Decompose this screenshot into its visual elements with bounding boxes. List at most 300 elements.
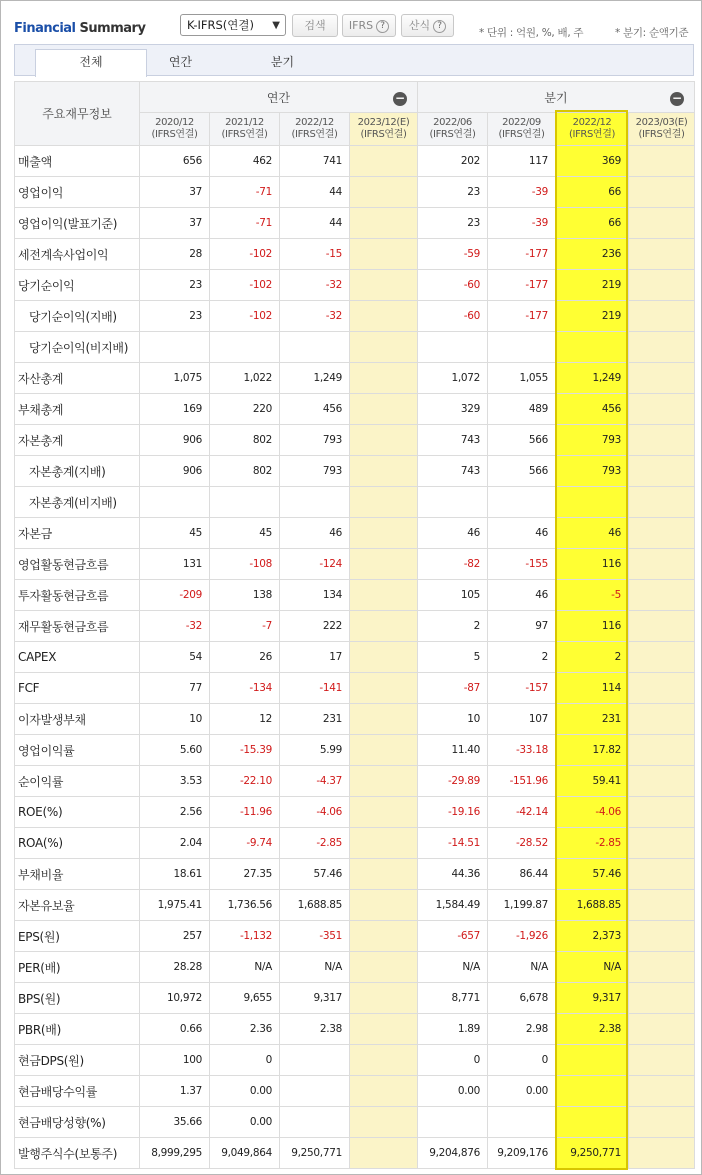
row-label: 세전계속사업이익 bbox=[15, 239, 140, 270]
table-cell: 656 bbox=[140, 146, 210, 177]
column-period: 2022/09 bbox=[502, 117, 541, 128]
table-cell: -19.16 bbox=[418, 797, 488, 828]
table-cell: -71 bbox=[210, 177, 280, 208]
table-cell: 10,972 bbox=[140, 983, 210, 1014]
column-header bbox=[629, 113, 695, 146]
table-cell bbox=[629, 952, 695, 983]
search-button[interactable]: 검색 bbox=[292, 14, 338, 37]
table-cell: 46 bbox=[488, 580, 556, 611]
table-cell: 10 bbox=[140, 704, 210, 735]
accounting-standard-select[interactable] bbox=[180, 14, 286, 36]
table-cell bbox=[629, 828, 695, 859]
table-cell bbox=[350, 394, 418, 425]
table-cell: -9.74 bbox=[210, 828, 280, 859]
table-cell bbox=[350, 580, 418, 611]
table-cell: -102 bbox=[210, 301, 280, 332]
table-row bbox=[15, 1138, 695, 1169]
table-cell: 220 bbox=[210, 394, 280, 425]
table-cell: 57.46 bbox=[556, 859, 629, 890]
table-cell bbox=[418, 332, 488, 363]
table-row bbox=[15, 890, 695, 921]
table-cell: 741 bbox=[280, 146, 350, 177]
table-cell: 5 bbox=[418, 642, 488, 673]
table-cell: -28.52 bbox=[488, 828, 556, 859]
table-row bbox=[15, 146, 695, 177]
table-cell bbox=[418, 487, 488, 518]
table-cell: 802 bbox=[210, 425, 280, 456]
table-cell: 107 bbox=[488, 704, 556, 735]
table-row bbox=[15, 673, 695, 704]
table-cell: -39 bbox=[488, 208, 556, 239]
table-cell: 2.38 bbox=[280, 1014, 350, 1045]
help-icon: ? bbox=[376, 20, 389, 33]
table-row bbox=[15, 518, 695, 549]
table-cell bbox=[350, 1014, 418, 1045]
table-cell: 1,199.87 bbox=[488, 890, 556, 921]
table-cell: 66 bbox=[556, 177, 629, 208]
table-cell: -15 bbox=[280, 239, 350, 270]
table-cell: 1.37 bbox=[140, 1076, 210, 1107]
table-cell bbox=[629, 1076, 695, 1107]
row-label: 부채비율 bbox=[15, 859, 140, 890]
table-cell bbox=[556, 487, 629, 518]
table-cell: 0 bbox=[418, 1045, 488, 1076]
table-cell: N/A bbox=[556, 952, 629, 983]
table-cell: 9,250,771 bbox=[556, 1138, 629, 1169]
table-row bbox=[15, 952, 695, 983]
toolbar bbox=[1, 1, 701, 45]
table-cell: 3.53 bbox=[140, 766, 210, 797]
table-cell: 100 bbox=[140, 1045, 210, 1076]
table-cell: -1,132 bbox=[210, 921, 280, 952]
table-cell: 9,317 bbox=[556, 983, 629, 1014]
table-cell bbox=[488, 1107, 556, 1138]
table-cell bbox=[629, 518, 695, 549]
table-cell: -351 bbox=[280, 921, 350, 952]
table-cell: 134 bbox=[280, 580, 350, 611]
tab-all[interactable]: 전체 bbox=[35, 49, 147, 77]
table-cell bbox=[280, 1045, 350, 1076]
table-cell bbox=[350, 518, 418, 549]
column-basis: (IFRS연결) bbox=[638, 129, 685, 140]
table-cell: 37 bbox=[140, 177, 210, 208]
table-row bbox=[15, 1014, 695, 1045]
table-cell: -102 bbox=[210, 239, 280, 270]
row-label: 매출액 bbox=[15, 146, 140, 177]
table-cell: -108 bbox=[210, 549, 280, 580]
table-cell: 329 bbox=[418, 394, 488, 425]
row-label: 영업이익 bbox=[15, 177, 140, 208]
table-cell: -102 bbox=[210, 270, 280, 301]
table-cell: 1,249 bbox=[556, 363, 629, 394]
table-cell: 117 bbox=[488, 146, 556, 177]
table-cell: -60 bbox=[418, 270, 488, 301]
table-cell: 8,999,295 bbox=[140, 1138, 210, 1169]
row-label: 현금배당수익률 bbox=[15, 1076, 140, 1107]
table-cell bbox=[629, 1138, 695, 1169]
table-row bbox=[15, 270, 695, 301]
table-cell bbox=[629, 549, 695, 580]
table-cell: 456 bbox=[280, 394, 350, 425]
table-cell: 2,373 bbox=[556, 921, 629, 952]
table-cell: -42.14 bbox=[488, 797, 556, 828]
table-cell bbox=[350, 549, 418, 580]
table-cell bbox=[629, 177, 695, 208]
table-row bbox=[15, 456, 695, 487]
title-summary: Summary bbox=[79, 21, 146, 36]
table-cell: 2.38 bbox=[556, 1014, 629, 1045]
row-label: 당기순이익(비지배) bbox=[15, 332, 140, 363]
column-period: 2020/12 bbox=[155, 117, 194, 128]
table-cell: -124 bbox=[280, 549, 350, 580]
row-label: ROA(%) bbox=[15, 828, 140, 859]
table-cell bbox=[350, 1107, 418, 1138]
table-cell: 66 bbox=[556, 208, 629, 239]
table-cell: 0.00 bbox=[210, 1107, 280, 1138]
table-cell: 1,688.85 bbox=[280, 890, 350, 921]
table-cell bbox=[350, 766, 418, 797]
table-cell: 9,250,771 bbox=[280, 1138, 350, 1169]
table-cell bbox=[350, 301, 418, 332]
table-cell: 793 bbox=[556, 425, 629, 456]
table-cell bbox=[629, 239, 695, 270]
table-cell bbox=[629, 1107, 695, 1138]
table-cell: 169 bbox=[140, 394, 210, 425]
row-label: 자본총계(비지배) bbox=[15, 487, 140, 518]
table-cell: 23 bbox=[418, 208, 488, 239]
table-cell bbox=[350, 1076, 418, 1107]
table-cell bbox=[350, 177, 418, 208]
table-cell: 8,771 bbox=[418, 983, 488, 1014]
table-cell: 0.00 bbox=[210, 1076, 280, 1107]
table-cell: -134 bbox=[210, 673, 280, 704]
row-label: 재무활동현금흐름 bbox=[15, 611, 140, 642]
table-cell: 57.46 bbox=[280, 859, 350, 890]
table-cell: 12 bbox=[210, 704, 280, 735]
table-cell bbox=[280, 1076, 350, 1107]
table-cell: 0.00 bbox=[418, 1076, 488, 1107]
table-cell: 54 bbox=[140, 642, 210, 673]
collapse-annual-icon[interactable]: − bbox=[394, 91, 406, 105]
column-basis: (IFRS연결) bbox=[151, 129, 198, 140]
table-cell: 1,688.85 bbox=[556, 890, 629, 921]
table-cell: -2.85 bbox=[280, 828, 350, 859]
formula-help-button[interactable] bbox=[401, 14, 454, 37]
table-cell: 231 bbox=[280, 704, 350, 735]
table-cell bbox=[350, 146, 418, 177]
tab-annual[interactable]: 연간 bbox=[168, 55, 193, 69]
table-cell: 793 bbox=[280, 456, 350, 487]
table-cell bbox=[280, 1107, 350, 1138]
row-label: PER(배) bbox=[15, 952, 140, 983]
table-cell: 26 bbox=[210, 642, 280, 673]
table-cell: 906 bbox=[140, 456, 210, 487]
table-cell bbox=[629, 890, 695, 921]
table-row bbox=[15, 735, 695, 766]
table-cell bbox=[629, 425, 695, 456]
table-cell bbox=[629, 642, 695, 673]
table-cell: -71 bbox=[210, 208, 280, 239]
column-basis: (IFRS연결) bbox=[429, 129, 476, 140]
table-cell: 2 bbox=[556, 642, 629, 673]
table-cell bbox=[140, 332, 210, 363]
row-label: PBR(배) bbox=[15, 1014, 140, 1045]
column-period: 2023/03(E) bbox=[635, 117, 688, 128]
table-row bbox=[15, 983, 695, 1014]
row-label: EPS(원) bbox=[15, 921, 140, 952]
table-cell: -82 bbox=[418, 549, 488, 580]
table-cell: 1,975.41 bbox=[140, 890, 210, 921]
table-row bbox=[15, 549, 695, 580]
row-label: 순이익률 bbox=[15, 766, 140, 797]
table-cell: 116 bbox=[556, 549, 629, 580]
table-cell bbox=[629, 859, 695, 890]
row-label: 자본유보율 bbox=[15, 890, 140, 921]
formula-label: 산식 bbox=[408, 19, 431, 32]
table-cell bbox=[556, 1107, 629, 1138]
row-label: 현금DPS(원) bbox=[15, 1045, 140, 1076]
table-cell: 222 bbox=[280, 611, 350, 642]
period-tabs bbox=[14, 44, 694, 76]
table-cell: 1,075 bbox=[140, 363, 210, 394]
table-cell: 906 bbox=[140, 425, 210, 456]
ifrs-help-button[interactable] bbox=[342, 14, 396, 37]
table-cell bbox=[629, 332, 695, 363]
chevron-down-icon: ▼ bbox=[272, 20, 280, 31]
table-cell bbox=[629, 1045, 695, 1076]
table-cell bbox=[350, 704, 418, 735]
table-cell: 743 bbox=[418, 425, 488, 456]
row-label: 영업활동현금흐름 bbox=[15, 549, 140, 580]
table-cell bbox=[629, 704, 695, 735]
quarter-basis-note: * 분기: 순액기준 bbox=[615, 27, 689, 39]
table-cell bbox=[140, 487, 210, 518]
table-cell: 46 bbox=[488, 518, 556, 549]
table-cell: 2 bbox=[488, 642, 556, 673]
table-cell: -60 bbox=[418, 301, 488, 332]
table-cell bbox=[350, 642, 418, 673]
table-cell bbox=[629, 611, 695, 642]
table-cell bbox=[556, 332, 629, 363]
accounting-standard-value: K-IFRS(연결) bbox=[187, 18, 254, 32]
table-cell bbox=[350, 208, 418, 239]
table-cell bbox=[556, 1045, 629, 1076]
table-cell bbox=[350, 270, 418, 301]
table-cell bbox=[629, 983, 695, 1014]
column-basis: (IFRS연결) bbox=[569, 129, 615, 140]
table-cell: 257 bbox=[140, 921, 210, 952]
table-cell: -657 bbox=[418, 921, 488, 952]
table-cell: 9,209,176 bbox=[488, 1138, 556, 1169]
table-cell bbox=[350, 921, 418, 952]
table-cell bbox=[350, 952, 418, 983]
table-cell: 793 bbox=[556, 456, 629, 487]
collapse-quarter-icon[interactable]: − bbox=[671, 91, 683, 105]
table-cell bbox=[629, 208, 695, 239]
column-header bbox=[556, 113, 629, 146]
table-cell bbox=[629, 487, 695, 518]
tab-quarterly[interactable]: 분기 bbox=[270, 55, 295, 69]
table-cell: -155 bbox=[488, 549, 556, 580]
row-label: 영업이익(발표기준) bbox=[15, 208, 140, 239]
table-cell: 27.35 bbox=[210, 859, 280, 890]
table-cell bbox=[350, 1138, 418, 1169]
column-header bbox=[488, 113, 556, 146]
row-label: 이자발생부채 bbox=[15, 704, 140, 735]
table-cell: 6,678 bbox=[488, 983, 556, 1014]
column-period: 2022/12 bbox=[572, 117, 612, 128]
table-cell: 802 bbox=[210, 456, 280, 487]
financial-summary-table bbox=[14, 81, 695, 1169]
table-cell: N/A bbox=[488, 952, 556, 983]
table-cell: 1.89 bbox=[418, 1014, 488, 1045]
table-cell: 489 bbox=[488, 394, 556, 425]
table-cell: 5.99 bbox=[280, 735, 350, 766]
table-cell: 566 bbox=[488, 425, 556, 456]
table-cell: 9,204,876 bbox=[418, 1138, 488, 1169]
ifrs-label: IFRS bbox=[348, 19, 374, 32]
table-cell: 1,072 bbox=[418, 363, 488, 394]
column-period: 2022/06 bbox=[433, 117, 472, 128]
table-cell bbox=[210, 487, 280, 518]
table-row bbox=[15, 301, 695, 332]
table-cell bbox=[629, 270, 695, 301]
table-cell: 0.00 bbox=[488, 1076, 556, 1107]
table-cell bbox=[350, 239, 418, 270]
table-row bbox=[15, 580, 695, 611]
table-row bbox=[15, 766, 695, 797]
table-cell: 219 bbox=[556, 301, 629, 332]
table-cell bbox=[629, 301, 695, 332]
table-cell bbox=[629, 394, 695, 425]
table-row bbox=[15, 1076, 695, 1107]
table-cell: -32 bbox=[140, 611, 210, 642]
table-cell: -4.37 bbox=[280, 766, 350, 797]
table-row bbox=[15, 1045, 695, 1076]
table-row bbox=[15, 921, 695, 952]
table-cell: 236 bbox=[556, 239, 629, 270]
column-header bbox=[140, 113, 210, 146]
table-cell bbox=[629, 363, 695, 394]
table-cell bbox=[418, 1107, 488, 1138]
table-cell bbox=[629, 580, 695, 611]
table-cell: -14.51 bbox=[418, 828, 488, 859]
table-row bbox=[15, 828, 695, 859]
table-cell: -33.18 bbox=[488, 735, 556, 766]
table-cell: -177 bbox=[488, 301, 556, 332]
table-cell: 2.56 bbox=[140, 797, 210, 828]
table-cell bbox=[350, 983, 418, 1014]
table-cell: 116 bbox=[556, 611, 629, 642]
table-cell: -177 bbox=[488, 270, 556, 301]
table-cell bbox=[629, 921, 695, 952]
table-cell bbox=[488, 487, 556, 518]
table-cell: 77 bbox=[140, 673, 210, 704]
table-cell: 86.44 bbox=[488, 859, 556, 890]
column-basis: (IFRS연결) bbox=[498, 129, 545, 140]
table-cell: 1,584.49 bbox=[418, 890, 488, 921]
row-label: 자본총계 bbox=[15, 425, 140, 456]
column-basis: (IFRS연결) bbox=[360, 129, 407, 140]
table-cell: 793 bbox=[280, 425, 350, 456]
table-cell: 743 bbox=[418, 456, 488, 487]
table-cell: -4.06 bbox=[280, 797, 350, 828]
table-row bbox=[15, 487, 695, 518]
table-cell bbox=[350, 332, 418, 363]
table-cell: -2.85 bbox=[556, 828, 629, 859]
table-cell: 1,736.56 bbox=[210, 890, 280, 921]
table-cell bbox=[210, 332, 280, 363]
row-label: 자본금 bbox=[15, 518, 140, 549]
table-cell: 1,022 bbox=[210, 363, 280, 394]
table-cell: 219 bbox=[556, 270, 629, 301]
group-annual-label: 연간 bbox=[266, 90, 291, 105]
table-cell bbox=[556, 1076, 629, 1107]
table-cell: 202 bbox=[418, 146, 488, 177]
table-cell: -151.96 bbox=[488, 766, 556, 797]
table-cell: -87 bbox=[418, 673, 488, 704]
table-cell: 44.36 bbox=[418, 859, 488, 890]
table-cell bbox=[350, 1045, 418, 1076]
row-label: 당기순이익(지배) bbox=[15, 301, 140, 332]
table-cell bbox=[350, 673, 418, 704]
table-row bbox=[15, 363, 695, 394]
table-cell: 566 bbox=[488, 456, 556, 487]
table-cell: 45 bbox=[210, 518, 280, 549]
table-cell: 369 bbox=[556, 146, 629, 177]
table-cell bbox=[350, 487, 418, 518]
table-cell: 0 bbox=[488, 1045, 556, 1076]
table-row bbox=[15, 642, 695, 673]
table-cell: 10 bbox=[418, 704, 488, 735]
table-row bbox=[15, 1107, 695, 1138]
table-cell: 1,055 bbox=[488, 363, 556, 394]
table-cell: 23 bbox=[140, 270, 210, 301]
table-cell: -32 bbox=[280, 301, 350, 332]
column-period: 2021/12 bbox=[225, 117, 264, 128]
table-cell: 37 bbox=[140, 208, 210, 239]
row-label: 투자활동현금흐름 bbox=[15, 580, 140, 611]
row-label: ROE(%) bbox=[15, 797, 140, 828]
table-cell: 9,049,864 bbox=[210, 1138, 280, 1169]
table-cell: 35.66 bbox=[140, 1107, 210, 1138]
table-cell bbox=[350, 363, 418, 394]
table-cell: N/A bbox=[210, 952, 280, 983]
column-basis: (IFRS연결) bbox=[291, 129, 338, 140]
column-header bbox=[350, 113, 418, 146]
column-basis: (IFRS연결) bbox=[221, 129, 268, 140]
table-cell: -22.10 bbox=[210, 766, 280, 797]
table-row bbox=[15, 332, 695, 363]
table-cell bbox=[350, 828, 418, 859]
table-row bbox=[15, 177, 695, 208]
table-cell bbox=[350, 735, 418, 766]
row-label: 당기순이익 bbox=[15, 270, 140, 301]
table-cell: 5.60 bbox=[140, 735, 210, 766]
table-cell: -177 bbox=[488, 239, 556, 270]
table-row bbox=[15, 611, 695, 642]
table-cell: 23 bbox=[418, 177, 488, 208]
table-cell: 138 bbox=[210, 580, 280, 611]
table-cell: -1,926 bbox=[488, 921, 556, 952]
table-cell: 46 bbox=[418, 518, 488, 549]
table-cell: 9,317 bbox=[280, 983, 350, 1014]
table-cell: 45 bbox=[140, 518, 210, 549]
table-cell bbox=[280, 332, 350, 363]
table-cell: 456 bbox=[556, 394, 629, 425]
table-cell: 0 bbox=[210, 1045, 280, 1076]
table-row bbox=[15, 859, 695, 890]
